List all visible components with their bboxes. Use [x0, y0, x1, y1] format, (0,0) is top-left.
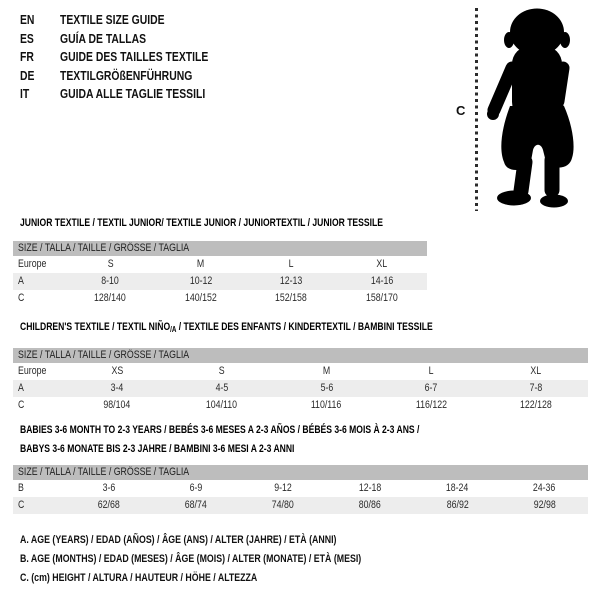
- size-header-text: SIZE / TALLA / TAILLE / GRÖSSE / TAGLIA: [18, 466, 190, 478]
- children-title-part1: CHILDREN'S TEXTILE / TEXTIL NIÑO: [20, 321, 171, 333]
- lang-code: FR: [20, 49, 34, 64]
- height-cell: 92/98: [533, 499, 556, 511]
- size-cell: S: [107, 258, 114, 270]
- height-cell: 128/140: [94, 292, 127, 304]
- babies-size-table: [13, 465, 588, 514]
- size-header-bar: [13, 241, 427, 256]
- size-cell: XL: [376, 258, 388, 270]
- height-cell: 104/110: [206, 399, 238, 411]
- children-section-title: [20, 321, 433, 336]
- babies-section-title-line2: BABYS 3-6 MONATE BIS 2-3 JAHRE / BAMBINI 3-6 MESI A 2-3 ANNI: [20, 442, 295, 455]
- size-cell: L: [288, 258, 294, 270]
- table-row-age-months: [13, 480, 588, 497]
- age-cell: 24-36: [533, 482, 556, 494]
- age-cell: 18-24: [446, 482, 469, 494]
- age-cell: 5-6: [320, 382, 333, 394]
- age-cell: 12-18: [358, 482, 382, 494]
- legend-note-a-text: A. AGE (YEARS) / EDAD (AÑOS) / ÂGE (ANS) / ALTER (JAHRE) / ETÀ (ANNI): [20, 534, 337, 546]
- toddler-silhouette-icon: [484, 2, 600, 212]
- height-measure-label: C: [456, 103, 466, 118]
- height-cell: 68/74: [184, 499, 207, 511]
- age-cell: 8-10: [101, 275, 120, 287]
- lang-code: IT: [20, 86, 30, 101]
- guide-title-fr: GUIDE DES TAILLES TEXTILE: [60, 49, 209, 64]
- table-row-height: [13, 397, 588, 414]
- table-row-height: [13, 290, 427, 307]
- guide-title-de: TEXTILGRÖßENFÜHRUNG: [60, 67, 193, 83]
- lang-row-fr: [20, 48, 245, 67]
- row-label: Europe: [18, 258, 47, 270]
- row-label: C: [18, 499, 25, 511]
- height-cell: 80/86: [359, 499, 382, 511]
- babies-section-title-line1: BABIES 3-6 MONTH TO 2-3 YEARS / BEBÉS 3-6 MESES A 2-3 AÑOS / BÉBÉS 3-6 MOIS À 2-3 ANS /: [20, 424, 420, 436]
- height-cell: 98/104: [103, 399, 131, 411]
- table-row-age: [13, 380, 588, 397]
- children-title-part2: / TEXTILE DES ENFANTS / KINDERTEXTIL / BAMBINI TESSILE: [176, 321, 433, 333]
- size-cell: XL: [530, 365, 542, 377]
- junior-section-title: JUNIOR TEXTILE / TEXTIL JUNIOR/ TEXTILE JUNIOR / JUNIORTEXTIL / JUNIOR TESSILE: [20, 217, 383, 229]
- size-header-text: SIZE / TALLA / TAILLE / GRÖSSE / TAGLIA: [18, 349, 190, 361]
- lang-row-en: [20, 11, 245, 30]
- lang-row-es: [20, 30, 245, 49]
- junior-size-table: [13, 241, 427, 307]
- size-header-bar: [13, 465, 588, 480]
- age-cell: 12-13: [279, 275, 303, 287]
- row-label: A: [18, 275, 24, 287]
- legend-notes: [20, 531, 447, 588]
- row-label: C: [18, 399, 25, 411]
- age-cell: 6-7: [424, 382, 438, 394]
- size-header-text: SIZE / TALLA / TAILLE / GRÖSSE / TAGLIA: [18, 242, 190, 254]
- row-label: C: [18, 292, 25, 304]
- table-row-height: [13, 497, 588, 514]
- lang-code: DE: [20, 67, 35, 83]
- age-cell: 9-12: [274, 482, 292, 494]
- height-measure-dashed-line: [475, 8, 478, 211]
- language-list: [20, 11, 245, 104]
- legend-note-c-text: C. (cm) HEIGHT / ALTURA / HAUTEUR / HÖHE / ALTEZZA: [20, 572, 258, 584]
- guide-title-es: GUÍA DE TALLAS: [60, 30, 147, 46]
- legend-note-a: [20, 531, 447, 550]
- table-row-age: [13, 273, 427, 290]
- size-header-bar: [13, 348, 588, 363]
- lang-code: ES: [20, 30, 34, 46]
- age-cell: 3-4: [110, 382, 124, 394]
- children-title-subscript: /A: [170, 325, 177, 334]
- height-cell: 122/128: [519, 399, 552, 411]
- age-cell: 7-8: [529, 382, 543, 394]
- height-cell: 158/170: [365, 292, 398, 304]
- row-label: B: [18, 482, 24, 494]
- height-cell: 86/92: [446, 499, 469, 511]
- legend-note-c: [20, 569, 447, 588]
- row-label: Europe: [18, 365, 47, 377]
- children-size-table: [13, 348, 588, 414]
- guide-title-en: TEXTILE SIZE GUIDE: [60, 12, 165, 27]
- height-cell: 152/158: [275, 292, 308, 304]
- lang-row-de: [20, 67, 245, 86]
- age-cell: 3-6: [102, 482, 115, 494]
- height-cell: 74/80: [271, 499, 294, 511]
- height-cell: 62/68: [97, 499, 120, 511]
- age-cell: 14-16: [370, 275, 393, 287]
- age-cell: 10-12: [189, 275, 212, 287]
- height-cell: 110/116: [311, 399, 342, 411]
- height-cell: 116/122: [415, 399, 447, 411]
- row-label: A: [18, 382, 24, 394]
- lang-row-it: [20, 85, 245, 104]
- size-cell: XS: [111, 365, 124, 377]
- age-cell: 4-5: [215, 382, 229, 394]
- guide-title-it: GUIDA ALLE TAGLIE TESSILI: [60, 86, 206, 101]
- size-cell: S: [218, 365, 225, 377]
- table-row-europe: [13, 363, 588, 380]
- table-row-europe: [13, 256, 427, 273]
- lang-code: EN: [20, 12, 35, 27]
- legend-note-b-text: B. AGE (MONTHS) / EDAD (MESES) / ÂGE (MOIS) / ALTER (MONATE) / ETÀ (MESI): [20, 553, 362, 565]
- size-cell: M: [322, 365, 331, 377]
- legend-note-b: [20, 550, 447, 569]
- size-cell: L: [428, 365, 434, 377]
- size-cell: M: [197, 258, 205, 270]
- height-cell: 140/152: [184, 292, 217, 304]
- age-cell: 6-9: [189, 482, 203, 494]
